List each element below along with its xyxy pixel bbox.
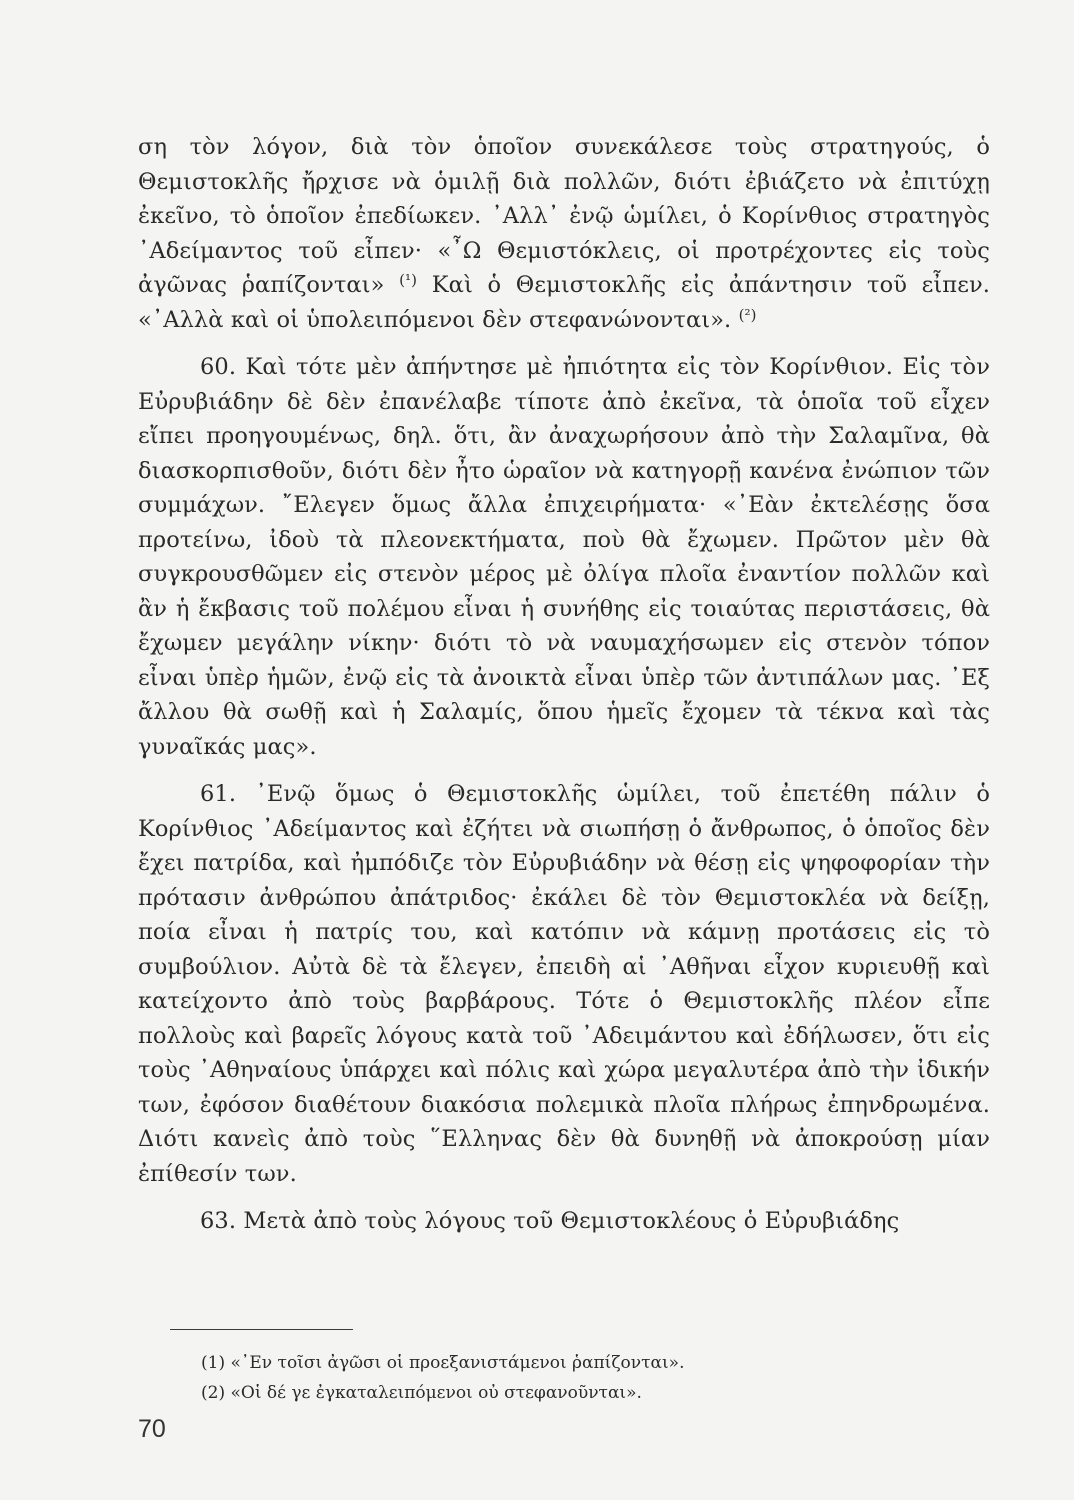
paragraph-60: 60. Καὶ τότε μὲν ἀπήντησε μὲ ἠπιότητα εἰς τὸν Κορίνθιον. Εἰς τὸν Εὐρυβιάδην δὲ δὲν ἐπανέλαβε τίποτε ἀπὸ ἐκεῖνα, τὰ ὁποῖα τοῦ εἶχεν εἴπει προηγουμένως, δηλ. ὅτι, ἂν ἀναχωρήσουν ἀπὸ τὴν Σαλαμῖνα, θὰ διασκορπισθοῦν, διότι δὲν ἦτο ὡραῖον νὰ κατηγορῇ κανένα ἐνώπιον τῶν συμμάχων. ῎Ελεγεν ὅμως ἄλλα ἐπιχειρήματα· «᾿Εὰν ἐκτελέσῃς ὅσα προτείνω, ἰδοὺ τὰ πλεονεκτήματα, ποὺ θὰ ἔχωμεν. Πρῶτον μὲν θὰ συγκρουσθῶμεν εἰς στενὸν μέρος μὲ ὀλίγα πλοῖα ἐναντίον πολλῶν καὶ ἂν ἡ ἔκβασις τοῦ πολέμου εἶναι ἡ συνήθης εἰς τοιαύτας περιστάσεις, θὰ ἔχωμεν μεγάλην νίκην· διότι τὸ νὰ ναυμαχήσωμεν εἰς στενὸν τόπον εἶναι ὑπὲρ ἡμῶν, ἐνῷ εἰς τὰ ἀνοικτὰ εἶναι ὑπὲρ τῶν ἀντιπάλων μας. ᾿Εξ ἄλλου θὰ σωθῇ καὶ ἡ Σαλαμίς, ὅπου ἡμεῖς ἔχομεν τὰ τέκνα καὶ τὰς γυναῖκάς μας». — [138, 354, 990, 760]
page-number: 70 — [138, 1415, 166, 1443]
paragraph-1-text-a: ση τὸν λόγον, διὰ τὸν ὁποῖον συνεκάλεσε τοὺς στρατηγούς, ὁ Θεμιστοκλῆς ἤρχισε νὰ ὁμιλῇ διὰ πολλῶν, διότι ἐβιάζετο νὰ ἐπιτύχῃ ἐκεῖνο, τὸ ὁποῖον ἐπεδίωκεν. ᾿Αλλ᾿ ἐνῷ ὡμίλει, ὁ Κορίνθιος στρατηγὸς ᾿Αδείμαντος τοῦ εἶπεν· «῏Ω Θεμιστόκλεις, οἱ προτρέχοντες εἰς τοὺς ἀγῶνας ῥαπίζονται» — [138, 134, 990, 298]
footnote-divider — [170, 1329, 353, 1330]
footnote-1: (1) «᾿Εν τοῖσι ἀγῶσι οἱ προεξανιστάμενοι ῥαπίζονται». — [201, 1353, 685, 1373]
paragraph-1-text-b: Καὶ ὁ Θεμιστοκλῆς εἰς ἀπάντησιν τοῦ εἶπεν. «᾿Αλλὰ καὶ οἱ ὑπολειπόμενοι δὲν στεφανώνονται». — [138, 272, 990, 333]
main-text — [138, 130, 990, 1239]
footnote-2: (2) «Οἱ δέ γε ἐγκαταλειπόμενοι οὐ στεφανοῦνται». — [201, 1383, 642, 1403]
paragraph-continuation — [138, 130, 990, 337]
paragraph-63: 63. Μετὰ ἀπὸ τοὺς λόγους τοῦ Θεμιστοκλέους ὁ Εὐρυβιάδης — [200, 1208, 900, 1234]
footnote-ref-2: (²) — [738, 305, 757, 324]
footnotes — [201, 1348, 961, 1408]
paragraph-61: 61. ᾿Ενῷ ὅμως ὁ Θεμιστοκλῆς ὡμίλει, τοῦ ἐπετέθη πάλιν ὁ Κορίνθιος ᾿Αδείμαντος καὶ ἐζήτει νὰ σιωπήσῃ ὁ ἄνθρωπος, ὁ ὁποῖος δὲν ἔχει πατρίδα, καὶ ἠμπόδιζε τὸν Εὐρυβιάδην νὰ θέσῃ εἰς ψηφοφορίαν τὴν πρότασιν ἀνθρώπου ἀπάτριδος· ἐκάλει δὲ τὸν Θεμιστοκλέα νὰ δείξῃ, ποία εἶναι ἡ πατρίς του, καὶ κατόπιν νὰ κάμνῃ προτάσεις εἰς τὸ συμβούλιον. Αὐτὰ δὲ τὰ ἔλεγεν, ἐπειδὴ αἱ ᾿Αθῆναι εἶχον κυριευθῇ καὶ κατείχοντο ἀπὸ τοὺς βαρβάρους. Τότε ὁ Θεμιστοκλῆς πλέον εἶπε πολλοὺς καὶ βαρεῖς λόγους κατὰ τοῦ ᾿Αδειμάντου καὶ ἐδήλωσεν, ὅτι εἰς τοὺς ᾿Αθηναίους ὑπάρχει καὶ πόλις καὶ χώρα μεγαλυτέρα ἀπὸ τὴν ἰδικήν των, ἐφόσον διαθέτουν διακόσια πολεμικὰ πλοῖα πλήρως ἐπηνδρωμένα. Διότι κανεὶς ἀπὸ τοὺς ῞Ελληνας δὲν θὰ δυνηθῇ νὰ ἀποκρούσῃ μίαν ἐπίθεσίν των. — [138, 781, 990, 1187]
footnote-ref-1: (¹) — [399, 271, 418, 289]
